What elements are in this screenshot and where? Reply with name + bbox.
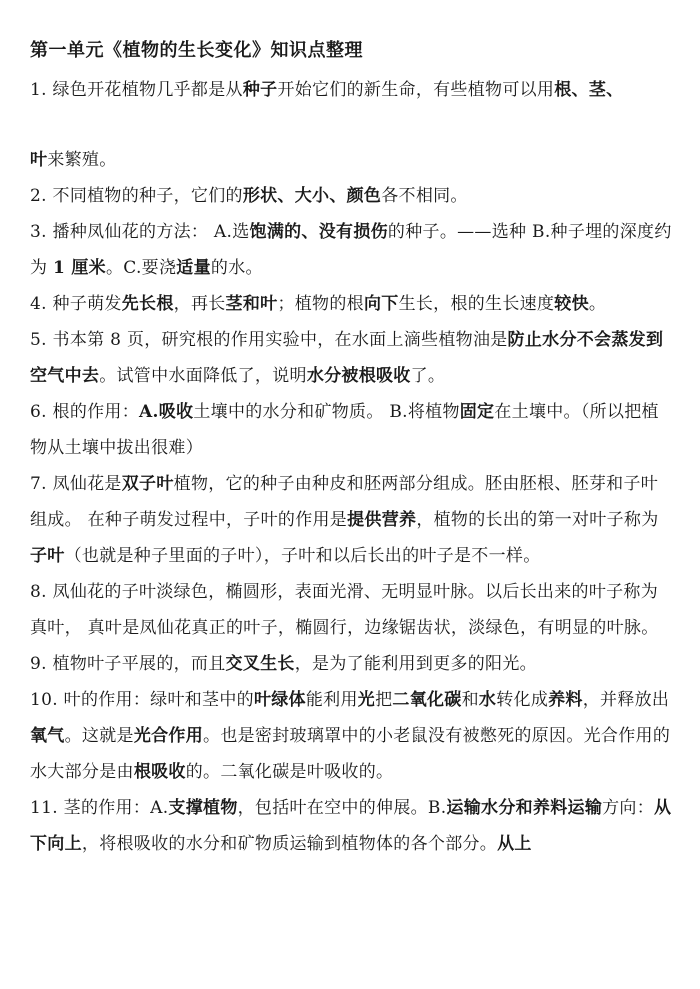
list-item	[30, 394, 672, 466]
text-segment: 的水。	[210, 258, 263, 278]
bold-keyword: 养料	[548, 690, 583, 710]
bold-keyword: 二氧化碳	[392, 690, 462, 710]
text-segment: 2. 不同植物的种子，它们的	[30, 186, 243, 206]
text-segment: 。C.要浇	[105, 258, 177, 278]
bold-keyword: 1 厘米	[53, 258, 106, 278]
text-segment: 转化成	[496, 690, 549, 710]
bold-keyword: 先长根	[121, 294, 174, 314]
list-item	[30, 142, 672, 178]
bold-keyword: 种子	[242, 80, 278, 100]
bold-keyword: 叶绿体	[253, 690, 306, 710]
text-segment: ，再长	[173, 294, 226, 314]
list-item	[30, 682, 672, 790]
text-segment: 把	[375, 690, 393, 710]
knowledge-list	[30, 72, 672, 862]
list-item	[30, 178, 672, 214]
bold-keyword: 支撑植物	[168, 798, 238, 818]
text-segment: 来繁殖。	[47, 150, 117, 170]
text-segment: ，将根吸收的水分和矿物质运输到植物体的各个部分。	[81, 834, 498, 854]
text-segment: 。	[588, 294, 607, 314]
text-segment: 。也是密封玻璃罩中的小老鼠没有被憋死的原因。光合作用的水大部分是由	[30, 726, 671, 782]
bold-keyword: 提供营养	[347, 510, 417, 530]
text-segment: 9. 植物叶子平展的，而且	[30, 654, 226, 674]
list-item	[30, 574, 672, 646]
bold-keyword: 从下向上	[30, 798, 672, 854]
bold-keyword: 根、茎、	[554, 80, 624, 100]
text-segment: 各不相同。	[381, 186, 468, 206]
text-segment: 。试管中水面降低了，说明	[99, 366, 307, 386]
list-item	[30, 72, 672, 108]
bold-keyword: 防止水分不会蒸发到空气中去	[30, 330, 664, 386]
text-segment: ，植物的长出的第一对叶子称为	[416, 510, 659, 530]
text-segment: 的种子。——选种 B.种子埋的深度约为	[30, 222, 672, 278]
page-title: 第一单元《植物的生长变化》知识点整理	[30, 40, 363, 61]
bold-keyword: 固定	[459, 402, 495, 422]
text-segment: 4. 种子萌发	[30, 294, 122, 314]
bold-keyword: 水	[478, 690, 497, 710]
text-segment: 了。	[410, 366, 446, 386]
text-segment: 能利用	[305, 690, 358, 710]
list-item	[30, 286, 672, 322]
text-segment: 3. 播种凤仙花的方法： A.选	[30, 222, 250, 242]
text-segment: 7. 凤仙花是	[30, 474, 122, 494]
bold-keyword: 向下	[363, 294, 399, 314]
bold-keyword: 光	[357, 690, 376, 710]
text-segment: 生长，根的生长速度	[398, 294, 555, 314]
text-segment: 植物，它的种子由种皮和胚两部分组成。胚由胚根、胚芽和子叶组成。 在种子萌发过程中，子叶的作用是	[30, 474, 659, 530]
text-segment: 5. 书本第 8 页，研究根的作用实验中，在水面上滴些植物油是	[30, 330, 508, 350]
bold-keyword: 从上	[497, 834, 532, 854]
text-segment: ，包括叶在空中的伸展。B.	[237, 798, 447, 818]
text-segment: 方向：	[602, 798, 655, 818]
list-item	[30, 214, 672, 286]
bold-keyword: 叶	[30, 150, 48, 170]
text-segment: 开始它们的新生命，有些植物可以用	[277, 80, 555, 100]
text-segment: 10. 叶的作用：绿叶和茎中的	[30, 690, 254, 710]
bold-keyword: 氧气	[30, 726, 65, 746]
list-item	[30, 646, 672, 682]
text-segment: 1. 绿色开花植物几乎都是从	[30, 80, 243, 100]
text-segment: ；植物的根	[277, 294, 364, 314]
bold-keyword: 水分被根吸收	[306, 366, 411, 386]
bold-keyword: 交叉生长	[225, 654, 295, 674]
bold-keyword: 适量	[176, 258, 211, 278]
bold-keyword: 较快	[554, 294, 589, 314]
list-item	[30, 466, 672, 574]
list-item	[30, 322, 672, 394]
text-segment: （也就是种子里面的子叶），子叶和以后长出的叶子是不一样。	[64, 546, 541, 566]
text-segment: ，是为了能利用到更多的阳光。	[294, 654, 537, 674]
list-item	[30, 790, 672, 862]
text-segment: 和	[461, 690, 479, 710]
text-segment: 在土壤中。（所以把植物从土壤中拔出很难）	[30, 402, 659, 458]
bold-keyword: 形状、大小、颜色	[242, 186, 382, 206]
text-segment: 。这就是	[64, 726, 134, 746]
bold-keyword: 双子叶	[121, 474, 174, 494]
bold-keyword: 子叶	[30, 546, 65, 566]
bold-keyword: 根吸收	[133, 762, 186, 782]
text-segment: 土壤中的水分和矿物质。 B.将植物	[193, 402, 460, 422]
text-segment: 8. 凤仙花的子叶淡绿色，椭圆形，表面光滑、无明显叶脉。以后长出来的叶子称为真叶， 真叶是凤仙花真正的叶子，椭圆行，边缘锯齿状，淡绿色，有明显的叶脉。	[30, 582, 659, 638]
bold-keyword: 茎和叶	[225, 294, 278, 314]
bold-keyword: A.吸收	[139, 402, 194, 422]
text-segment: 的。二氧化碳是叶吸收的。	[185, 762, 394, 782]
bold-keyword: 运输水分和养料运输	[446, 798, 603, 818]
bold-keyword: 饱满的、没有损伤	[249, 222, 388, 242]
text-segment: 6. 根的作用：	[30, 402, 140, 422]
text-segment: 11. 茎的作用：A.	[30, 798, 169, 818]
text-segment: ，并释放出	[582, 690, 670, 710]
bold-keyword: 光合作用	[133, 726, 204, 746]
